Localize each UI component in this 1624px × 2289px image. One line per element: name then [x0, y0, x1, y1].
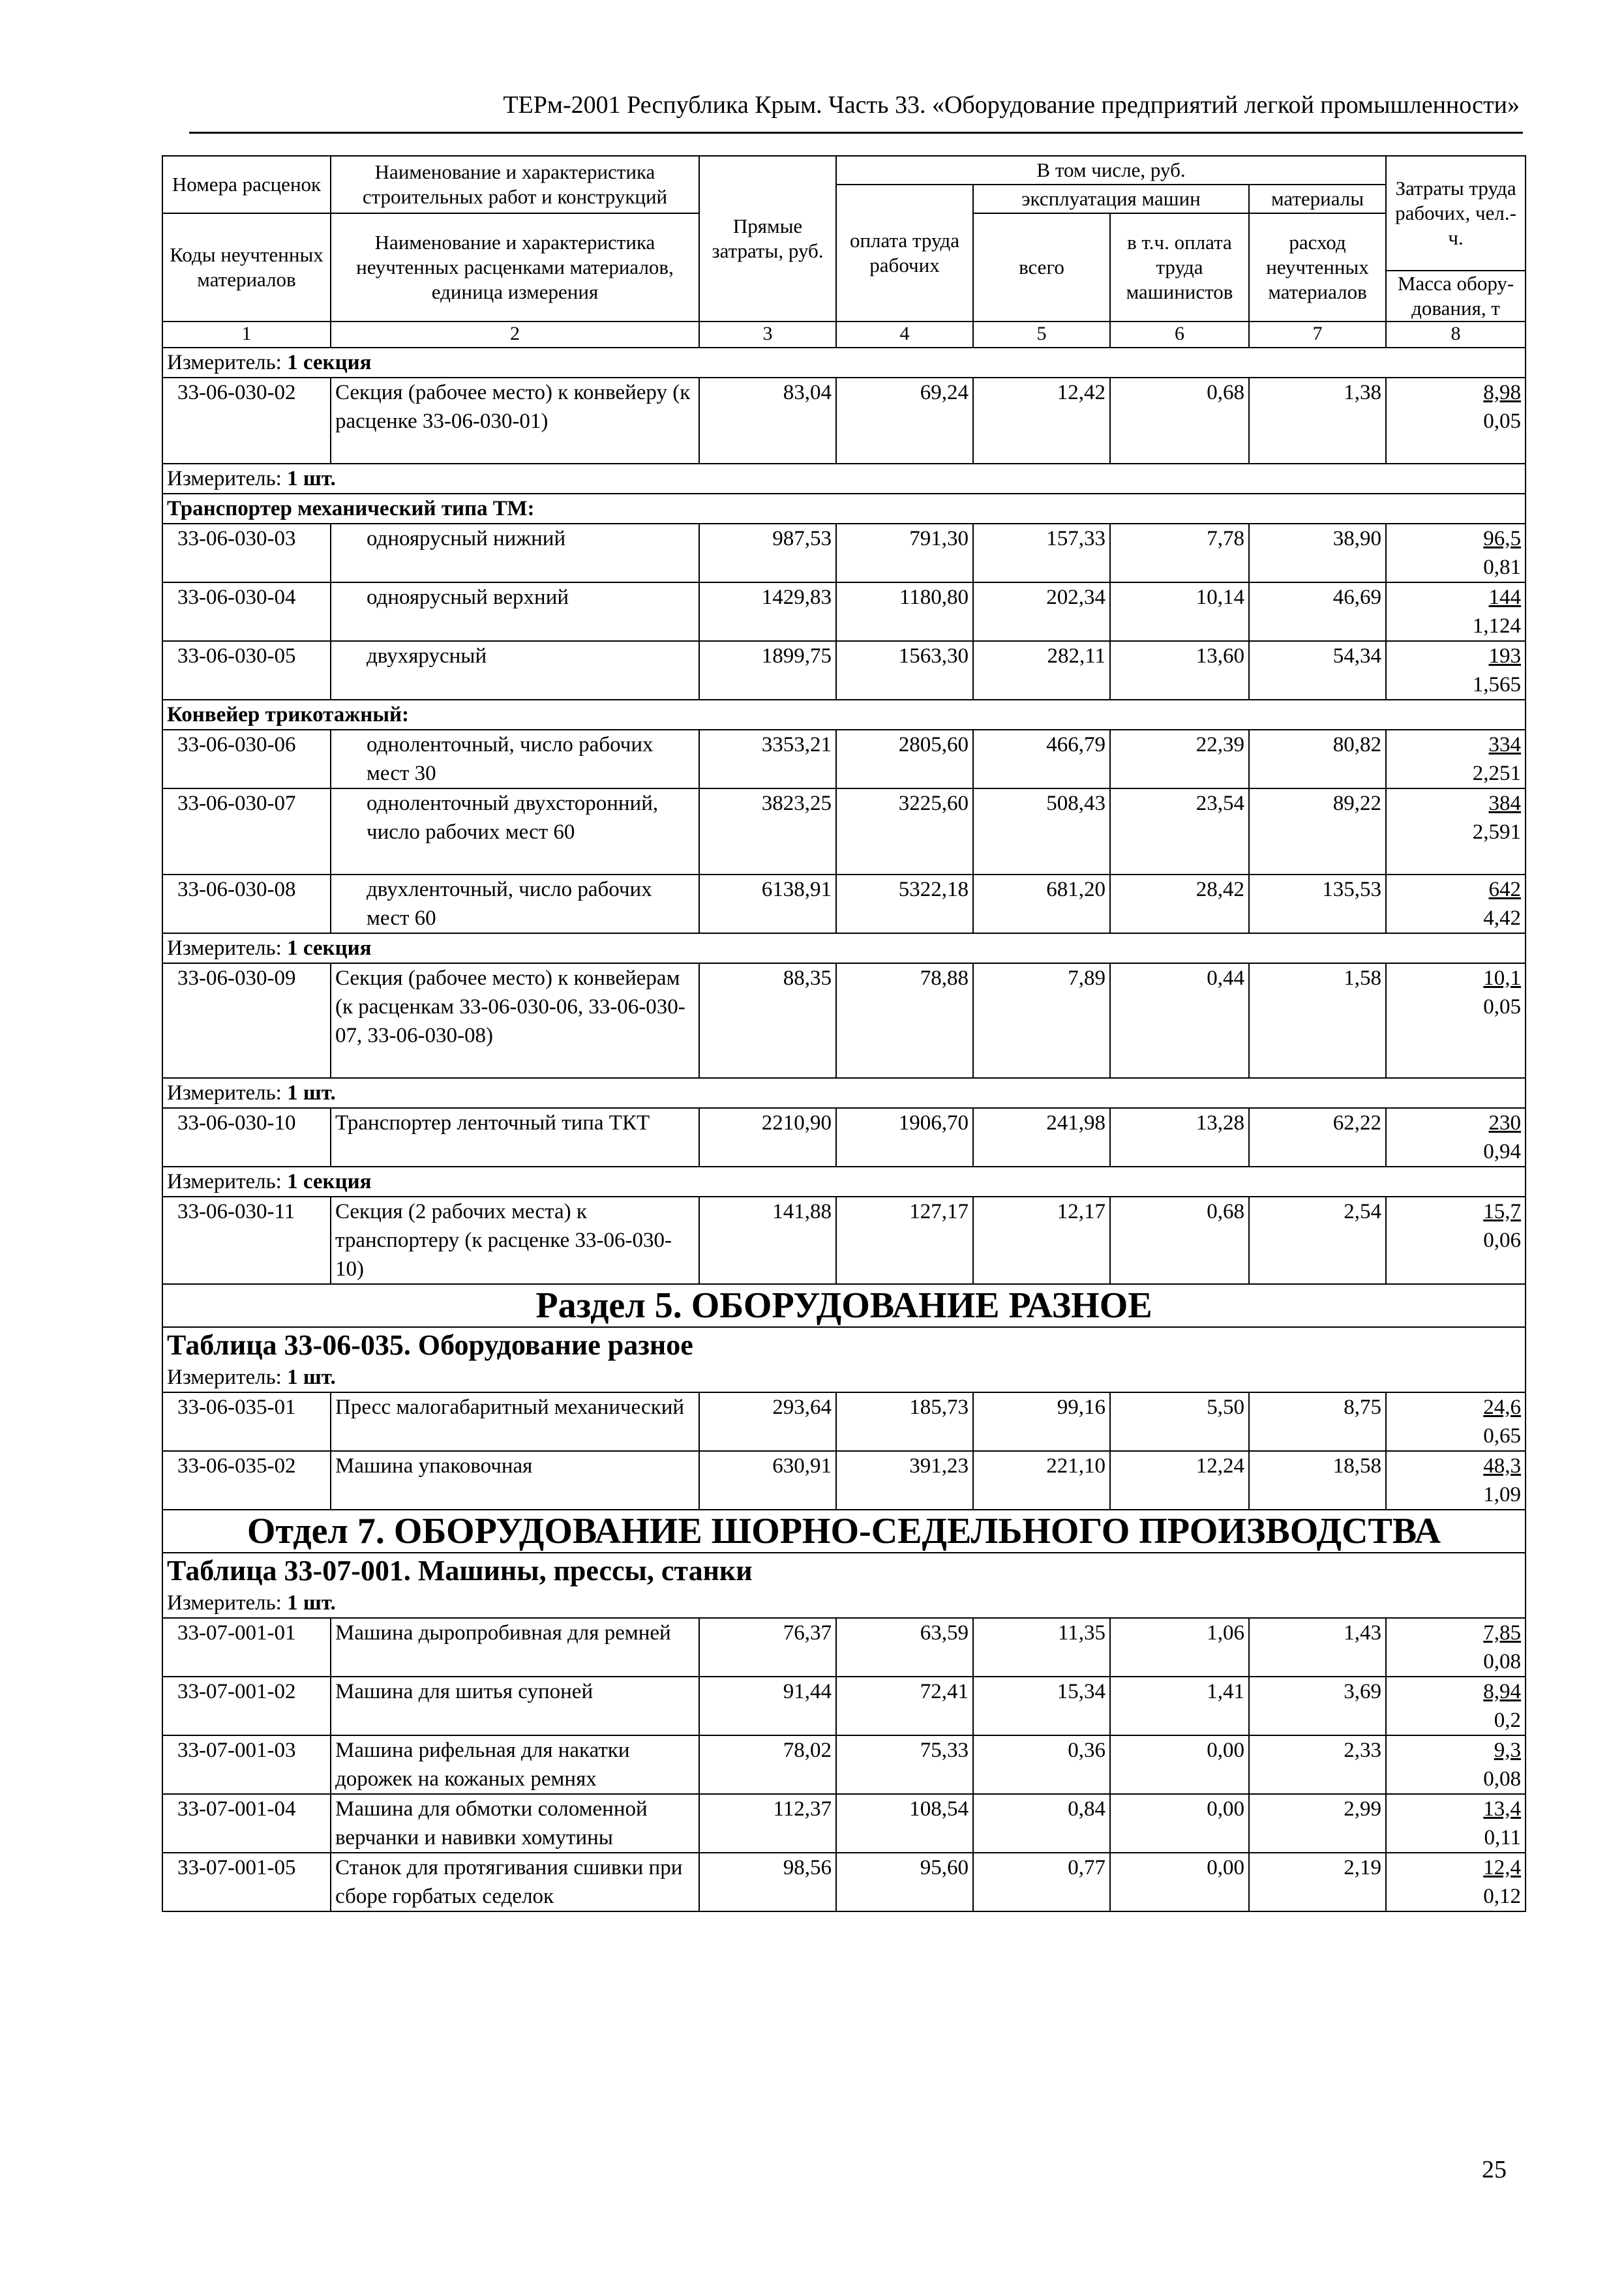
- machinists-pay: 7,78: [1110, 524, 1249, 582]
- header-c8-top: Затраты труда рабочих, чел.-ч.: [1386, 156, 1526, 271]
- labor-pay: 185,73: [836, 1392, 973, 1451]
- labor-and-mass: [1386, 730, 1526, 788]
- work-name: Машина для обмотки соломенной верчанки и навивки хомутины: [331, 1794, 699, 1853]
- table-title-row: [162, 1327, 1526, 1363]
- labor-hours: 642: [1488, 878, 1522, 901]
- direct-costs: 293,64: [699, 1392, 836, 1451]
- machinists-pay: 28,42: [1110, 875, 1249, 933]
- materials-cost: 38,90: [1249, 524, 1386, 582]
- direct-costs: 76,37: [699, 1618, 836, 1677]
- materials-cost: 62,22: [1249, 1108, 1386, 1167]
- direct-costs: 112,37: [699, 1794, 836, 1853]
- rate-code: 33-06-030-03: [162, 524, 331, 582]
- materials-cost: 89,22: [1249, 788, 1386, 875]
- table-row: [162, 1108, 1526, 1167]
- measure-value: 1 секция: [287, 936, 372, 960]
- labor-hours: 15,7: [1483, 1200, 1522, 1223]
- labor-and-mass: [1386, 1392, 1526, 1451]
- col-number-2: 2: [331, 322, 699, 348]
- labor-and-mass: [1386, 1618, 1526, 1677]
- header-c7: расход неучтенных материалов: [1249, 213, 1386, 322]
- machines-total: 99,16: [973, 1392, 1110, 1451]
- labor-pay: 78,88: [836, 963, 973, 1078]
- machines-total: 0,36: [973, 1735, 1110, 1794]
- rate-code: 33-06-030-02: [162, 378, 331, 464]
- machines-total: 12,42: [973, 378, 1110, 464]
- table-title-row: [162, 1553, 1526, 1589]
- col-number-8: 8: [1386, 322, 1526, 348]
- labor-and-mass: [1386, 1108, 1526, 1167]
- machines-total: 0,84: [973, 1794, 1110, 1853]
- header-c1-top: Номера расценок: [162, 156, 331, 213]
- col-number-4: 4: [836, 322, 973, 348]
- work-name: Станок для протягивания сшивки при сборе горбатых седелок: [331, 1853, 699, 1911]
- machines-total: 157,33: [973, 524, 1110, 582]
- measure-row: [162, 348, 1526, 378]
- table-row: [162, 1735, 1526, 1794]
- materials-cost: 8,75: [1249, 1392, 1386, 1451]
- machinists-pay: 0,68: [1110, 1197, 1249, 1284]
- table-title: Таблица 33-06-035. Оборудование разное: [162, 1327, 1526, 1363]
- labor-hours: 10,1: [1483, 966, 1522, 990]
- labor-pay: 63,59: [836, 1618, 973, 1677]
- labor-and-mass: [1386, 641, 1526, 700]
- labor-hours: 7,85: [1483, 1621, 1522, 1645]
- labor-and-mass: [1386, 1677, 1526, 1735]
- work-name: Секция (2 рабочих места) к транспортеру (к расценке 33-06-030-10): [331, 1197, 699, 1284]
- work-name: одноярусный верхний: [331, 582, 699, 641]
- measure-label: Измеритель:: [167, 1081, 288, 1105]
- labor-and-mass: [1386, 582, 1526, 641]
- labor-pay: 69,24: [836, 378, 973, 464]
- materials-cost: 46,69: [1249, 582, 1386, 641]
- machines-total: 15,34: [973, 1677, 1110, 1735]
- labor-and-mass: [1386, 1451, 1526, 1510]
- machines-total: 508,43: [973, 788, 1110, 875]
- measure-unit: [162, 1167, 1526, 1197]
- header-c3: Прямые затраты, руб.: [699, 156, 836, 322]
- measure-label: Измеритель:: [167, 1366, 288, 1389]
- machines-total: 202,34: [973, 582, 1110, 641]
- measure-label: Измеритель:: [167, 467, 288, 490]
- direct-costs: 98,56: [699, 1853, 836, 1911]
- header-c2-bottom: Наименование и характеристика неучтенных расценками материалов, единица измерения: [331, 213, 699, 322]
- measure-value: 1 шт.: [287, 467, 336, 490]
- labor-hours: 24,6: [1483, 1396, 1522, 1419]
- measure-label: Измеритель:: [167, 1591, 288, 1615]
- materials-cost: 1,38: [1249, 378, 1386, 464]
- equipment-mass: 1,565: [1472, 673, 1522, 696]
- direct-costs: 3353,21: [699, 730, 836, 788]
- group-subtitle: Конвейер трикотажный:: [162, 700, 1526, 730]
- work-name: Машина для шитья супоней: [331, 1677, 699, 1735]
- section-title: Раздел 5. ОБОРУДОВАНИЕ РАЗНОЕ: [162, 1284, 1526, 1327]
- direct-costs: 88,35: [699, 963, 836, 1078]
- labor-pay: 5322,18: [836, 875, 973, 933]
- col-number-7: 7: [1249, 322, 1386, 348]
- rate-code: 33-06-030-11: [162, 1197, 331, 1284]
- work-name: двухярусный: [331, 641, 699, 700]
- materials-cost: 18,58: [1249, 1451, 1386, 1510]
- machinists-pay: 0,00: [1110, 1794, 1249, 1853]
- table-row: [162, 641, 1526, 700]
- work-name: Секция (рабочее место) к конвейеру (к расценке 33-06-030-01): [331, 378, 699, 464]
- rate-code: 33-06-030-07: [162, 788, 331, 875]
- measure-value: 1 секция: [287, 1170, 372, 1193]
- machinists-pay: 22,39: [1110, 730, 1249, 788]
- materials-cost: 3,69: [1249, 1677, 1386, 1735]
- materials-cost: 80,82: [1249, 730, 1386, 788]
- equipment-mass: 0,05: [1483, 410, 1522, 433]
- group-subtitle-row: [162, 494, 1526, 524]
- work-name: Машина рифельная для накатки дорожек на кожаных ремнях: [331, 1735, 699, 1794]
- machines-total: 11,35: [973, 1618, 1110, 1677]
- equipment-mass: 1,09: [1483, 1483, 1522, 1506]
- labor-pay: 2805,60: [836, 730, 973, 788]
- machinists-pay: 10,14: [1110, 582, 1249, 641]
- machines-total: 12,17: [973, 1197, 1110, 1284]
- rate-code: 33-06-030-05: [162, 641, 331, 700]
- table-row: [162, 1794, 1526, 1853]
- measure-row: [162, 1167, 1526, 1197]
- measure-value: 1 секция: [287, 351, 372, 374]
- labor-hours: 8,98: [1483, 381, 1522, 404]
- machinists-pay: 13,60: [1110, 641, 1249, 700]
- labor-hours: 8,94: [1483, 1680, 1522, 1703]
- equipment-mass: 0,65: [1483, 1424, 1522, 1448]
- equipment-mass: 2,591: [1472, 820, 1522, 844]
- equipment-mass: 1,124: [1472, 614, 1522, 638]
- header-materials: материалы: [1249, 185, 1386, 213]
- labor-pay: 391,23: [836, 1451, 973, 1510]
- direct-costs: 987,53: [699, 524, 836, 582]
- labor-pay: 75,33: [836, 1735, 973, 1794]
- labor-pay: 127,17: [836, 1197, 973, 1284]
- labor-hours: 48,3: [1483, 1454, 1522, 1478]
- direct-costs: 3823,25: [699, 788, 836, 875]
- table-row: [162, 788, 1526, 875]
- labor-and-mass: [1386, 875, 1526, 933]
- direct-costs: 141,88: [699, 1197, 836, 1284]
- table-row: [162, 1197, 1526, 1284]
- rate-code: 33-06-030-06: [162, 730, 331, 788]
- measure-row: [162, 1078, 1526, 1108]
- col-number-6: 6: [1110, 322, 1249, 348]
- machinists-pay: 0,68: [1110, 378, 1249, 464]
- equipment-mass: 0,08: [1483, 1767, 1522, 1791]
- equipment-mass: 0,08: [1483, 1650, 1522, 1673]
- rate-code: 33-06-030-04: [162, 582, 331, 641]
- labor-pay: 72,41: [836, 1677, 973, 1735]
- labor-and-mass: [1386, 1735, 1526, 1794]
- equipment-mass: 0,12: [1483, 1885, 1522, 1908]
- labor-pay: 3225,60: [836, 788, 973, 875]
- header-c4: оплата труда рабочих: [836, 185, 973, 322]
- rate-code: 33-07-001-01: [162, 1618, 331, 1677]
- equipment-mass: 0,06: [1483, 1229, 1522, 1252]
- section-title-row: [162, 1510, 1526, 1553]
- rate-code: 33-06-030-09: [162, 963, 331, 1078]
- measure-row: [162, 1589, 1526, 1618]
- col-number-1: 1: [162, 322, 331, 348]
- rate-code: 33-06-030-10: [162, 1108, 331, 1167]
- col-number-5: 5: [973, 322, 1110, 348]
- header-rule: [189, 132, 1523, 134]
- table-row: [162, 378, 1526, 464]
- measure-row: [162, 1363, 1526, 1392]
- machines-total: 0,77: [973, 1853, 1110, 1911]
- labor-and-mass: [1386, 1794, 1526, 1853]
- work-name: Секция (рабочее место) к конвейерам (к расценкам 33-06-030-06, 33-06-030-07, 33-06-030-08): [331, 963, 699, 1078]
- running-header: ТЕРм-2001 Республика Крым. Часть 33. «Оборудование предприятий легкой промышленности»: [503, 91, 1520, 119]
- labor-and-mass: [1386, 1853, 1526, 1911]
- labor-and-mass: [1386, 788, 1526, 875]
- rate-code: 33-06-030-08: [162, 875, 331, 933]
- measure-unit: [162, 933, 1526, 963]
- measure-row: [162, 933, 1526, 963]
- rate-code: 33-07-001-02: [162, 1677, 331, 1735]
- equipment-mass: 2,251: [1472, 762, 1522, 785]
- header-c5: всего: [973, 213, 1110, 322]
- labor-hours: 334: [1488, 733, 1522, 756]
- direct-costs: 2210,90: [699, 1108, 836, 1167]
- materials-cost: 2,54: [1249, 1197, 1386, 1284]
- labor-and-mass: [1386, 524, 1526, 582]
- table-row: [162, 1618, 1526, 1677]
- price-table: [162, 155, 1526, 1912]
- measure-unit: [162, 1589, 1526, 1618]
- machines-total: 466,79: [973, 730, 1110, 788]
- labor-hours: 230: [1488, 1111, 1522, 1135]
- direct-costs: 1899,75: [699, 641, 836, 700]
- rate-code: 33-07-001-05: [162, 1853, 331, 1911]
- machinists-pay: 13,28: [1110, 1108, 1249, 1167]
- labor-hours: 144: [1488, 586, 1522, 609]
- labor-hours: 12,4: [1483, 1856, 1522, 1879]
- measure-value: 1 шт.: [287, 1081, 336, 1105]
- labor-pay: 108,54: [836, 1794, 973, 1853]
- machinists-pay: 1,06: [1110, 1618, 1249, 1677]
- labor-hours: 13,4: [1483, 1797, 1522, 1821]
- direct-costs: 630,91: [699, 1451, 836, 1510]
- machines-total: 241,98: [973, 1108, 1110, 1167]
- header-c2-top: Наименование и характеристика строительных работ и конструкций: [331, 156, 699, 213]
- measure-row: [162, 464, 1526, 494]
- machinists-pay: 0,00: [1110, 1853, 1249, 1911]
- materials-cost: 2,19: [1249, 1853, 1386, 1911]
- measure-label: Измеритель:: [167, 1170, 288, 1193]
- machines-total: 282,11: [973, 641, 1110, 700]
- work-name: Машина дыропробивная для ремней: [331, 1618, 699, 1677]
- measure-value: 1 шт.: [287, 1366, 336, 1389]
- work-name: одноленточный двухсторонний, число рабочих мест 60: [331, 788, 699, 875]
- measure-label: Измеритель:: [167, 936, 288, 960]
- measure-value: 1 шт.: [287, 1591, 336, 1615]
- labor-hours: 193: [1488, 644, 1522, 668]
- direct-costs: 91,44: [699, 1677, 836, 1735]
- machinists-pay: 0,44: [1110, 963, 1249, 1078]
- table-row: [162, 730, 1526, 788]
- machinists-pay: 12,24: [1110, 1451, 1249, 1510]
- work-name: одноленточный, число рабочих мест 30: [331, 730, 699, 788]
- labor-and-mass: [1386, 963, 1526, 1078]
- work-name: Транспортер ленточный типа ТКТ: [331, 1108, 699, 1167]
- machinists-pay: 0,00: [1110, 1735, 1249, 1794]
- header-c6: в т.ч. оплата труда машинистов: [1110, 213, 1249, 322]
- header-c8-bottom: Масса обору-дования, т: [1386, 271, 1526, 322]
- labor-pay: 1180,80: [836, 582, 973, 641]
- work-name: одноярусный нижний: [331, 524, 699, 582]
- machines-total: 221,10: [973, 1451, 1110, 1510]
- labor-pay: 95,60: [836, 1853, 973, 1911]
- table-row: [162, 1677, 1526, 1735]
- labor-hours: 9,3: [1494, 1739, 1522, 1762]
- table-row: [162, 875, 1526, 933]
- direct-costs: 1429,83: [699, 582, 836, 641]
- section-title-row: [162, 1284, 1526, 1327]
- header-in-total: В том числе, руб.: [836, 156, 1386, 185]
- direct-costs: 83,04: [699, 378, 836, 464]
- machinists-pay: 23,54: [1110, 788, 1249, 875]
- measure-unit: [162, 1363, 1526, 1392]
- materials-cost: 2,99: [1249, 1794, 1386, 1853]
- machines-total: 7,89: [973, 963, 1110, 1078]
- machinists-pay: 5,50: [1110, 1392, 1249, 1451]
- table-row: [162, 1853, 1526, 1911]
- group-subtitle: Транспортер механический типа ТМ:: [162, 494, 1526, 524]
- equipment-mass: 0,94: [1483, 1140, 1522, 1163]
- labor-pay: 1906,70: [836, 1108, 973, 1167]
- materials-cost: 54,34: [1249, 641, 1386, 700]
- labor-hours: 96,5: [1483, 527, 1522, 550]
- work-name: Машина упаковочная: [331, 1451, 699, 1510]
- rate-code: 33-06-035-02: [162, 1451, 331, 1510]
- labor-pay: 1563,30: [836, 641, 973, 700]
- header-machines: эксплуатация машин: [973, 185, 1249, 213]
- rate-code: 33-07-001-04: [162, 1794, 331, 1853]
- equipment-mass: 0,2: [1494, 1709, 1522, 1732]
- table-row: [162, 963, 1526, 1078]
- col-number-3: 3: [699, 322, 836, 348]
- labor-pay: 791,30: [836, 524, 973, 582]
- table-row: [162, 1392, 1526, 1451]
- labor-and-mass: [1386, 1197, 1526, 1284]
- table-row: [162, 582, 1526, 641]
- direct-costs: 6138,91: [699, 875, 836, 933]
- equipment-mass: 4,42: [1483, 906, 1522, 930]
- equipment-mass: 0,81: [1483, 556, 1522, 579]
- materials-cost: 2,33: [1249, 1735, 1386, 1794]
- labor-hours: 384: [1488, 792, 1522, 815]
- table-row: [162, 1451, 1526, 1510]
- measure-label: Измеритель:: [167, 351, 288, 374]
- equipment-mass: 0,11: [1484, 1826, 1522, 1849]
- group-subtitle-row: [162, 700, 1526, 730]
- machinists-pay: 1,41: [1110, 1677, 1249, 1735]
- direct-costs: 78,02: [699, 1735, 836, 1794]
- materials-cost: 1,43: [1249, 1618, 1386, 1677]
- section-title: Отдел 7. ОБОРУДОВАНИЕ ШОРНО-СЕДЕЛЬНОГО ПРОИЗВОДСТВА: [162, 1510, 1526, 1553]
- measure-unit: [162, 464, 1526, 494]
- table-row: [162, 524, 1526, 582]
- work-name: двухленточный, число рабочих мест 60: [331, 875, 699, 933]
- header-c1-bottom: Коды неучтенных материалов: [162, 213, 331, 322]
- page-number: 25: [1482, 2156, 1507, 2183]
- rate-code: 33-06-035-01: [162, 1392, 331, 1451]
- work-name: Пресс малогабаритный механический: [331, 1392, 699, 1451]
- materials-cost: 1,58: [1249, 963, 1386, 1078]
- labor-and-mass: [1386, 378, 1526, 464]
- materials-cost: 135,53: [1249, 875, 1386, 933]
- measure-unit: [162, 348, 1526, 378]
- measure-unit: [162, 1078, 1526, 1108]
- rate-code: 33-07-001-03: [162, 1735, 331, 1794]
- machines-total: 681,20: [973, 875, 1110, 933]
- table-title: Таблица 33-07-001. Машины, прессы, станки: [162, 1553, 1526, 1589]
- equipment-mass: 0,05: [1483, 995, 1522, 1019]
